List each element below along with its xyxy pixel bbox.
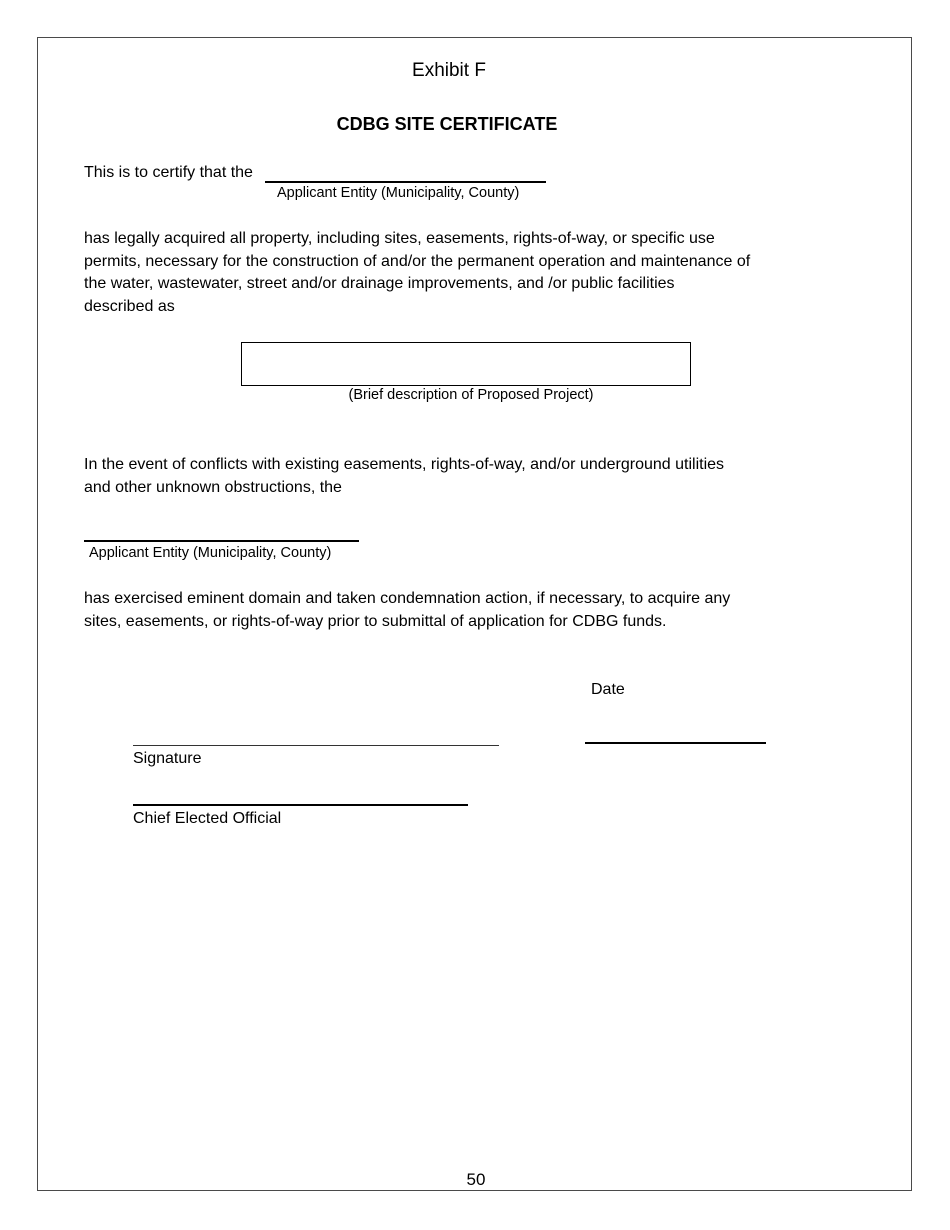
- signature-label: Signature: [133, 750, 202, 767]
- exhibit-label: Exhibit F: [412, 60, 486, 81]
- conflicts-paragraph: [84, 454, 824, 499]
- eminent-domain-paragraph: [84, 588, 824, 633]
- eminent-domain-line-2: sites, easements, or rights-of-way prior to submittal of application for CDBG funds.: [84, 612, 667, 630]
- certify-lead-text: This is to certify that the: [84, 164, 253, 181]
- conflicts-line-1: In the event of conflicts with existing easements, rights-of-way, and/or underground utilities: [84, 456, 725, 473]
- project-description-caption: (Brief description of Proposed Project): [348, 387, 594, 403]
- page-number: 50: [466, 1170, 486, 1189]
- chief-elected-official-label: Chief Elected Official: [133, 810, 282, 827]
- acquisition-line-4: described as: [84, 297, 175, 315]
- conflicts-line-2: and other unknown obstructions, the: [84, 478, 342, 496]
- date-label: Date: [591, 681, 625, 698]
- acquisition-line-2: permits, necessary for the construction of and/or the permanent operation and maintenance of: [84, 252, 751, 270]
- applicant-entity-caption-1: Applicant Entity (Municipality, County): [277, 185, 520, 201]
- acquisition-paragraph: [84, 228, 824, 318]
- certificate-title: CDBG SITE CERTIFICATE: [336, 114, 558, 134]
- acquisition-line-1: has legally acquired all property, including sites, easements, rights-of-way, or specific use: [84, 230, 715, 247]
- signature-line[interactable]: [133, 745, 499, 746]
- applicant-entity-caption-2: Applicant Entity (Municipality, County): [89, 545, 332, 561]
- applicant-entity-underline-1: [265, 181, 546, 183]
- official-line[interactable]: [133, 804, 468, 806]
- acquisition-line-3: the water, wastewater, street and/or drainage improvements, and /or public facilities: [84, 275, 675, 293]
- applicant-entity-underline-2: [84, 540, 359, 542]
- project-description-box[interactable]: [241, 342, 691, 386]
- eminent-domain-line-1: has exercised eminent domain and taken condemnation action, if necessary, to acquire any: [84, 590, 731, 607]
- date-line[interactable]: [585, 742, 766, 744]
